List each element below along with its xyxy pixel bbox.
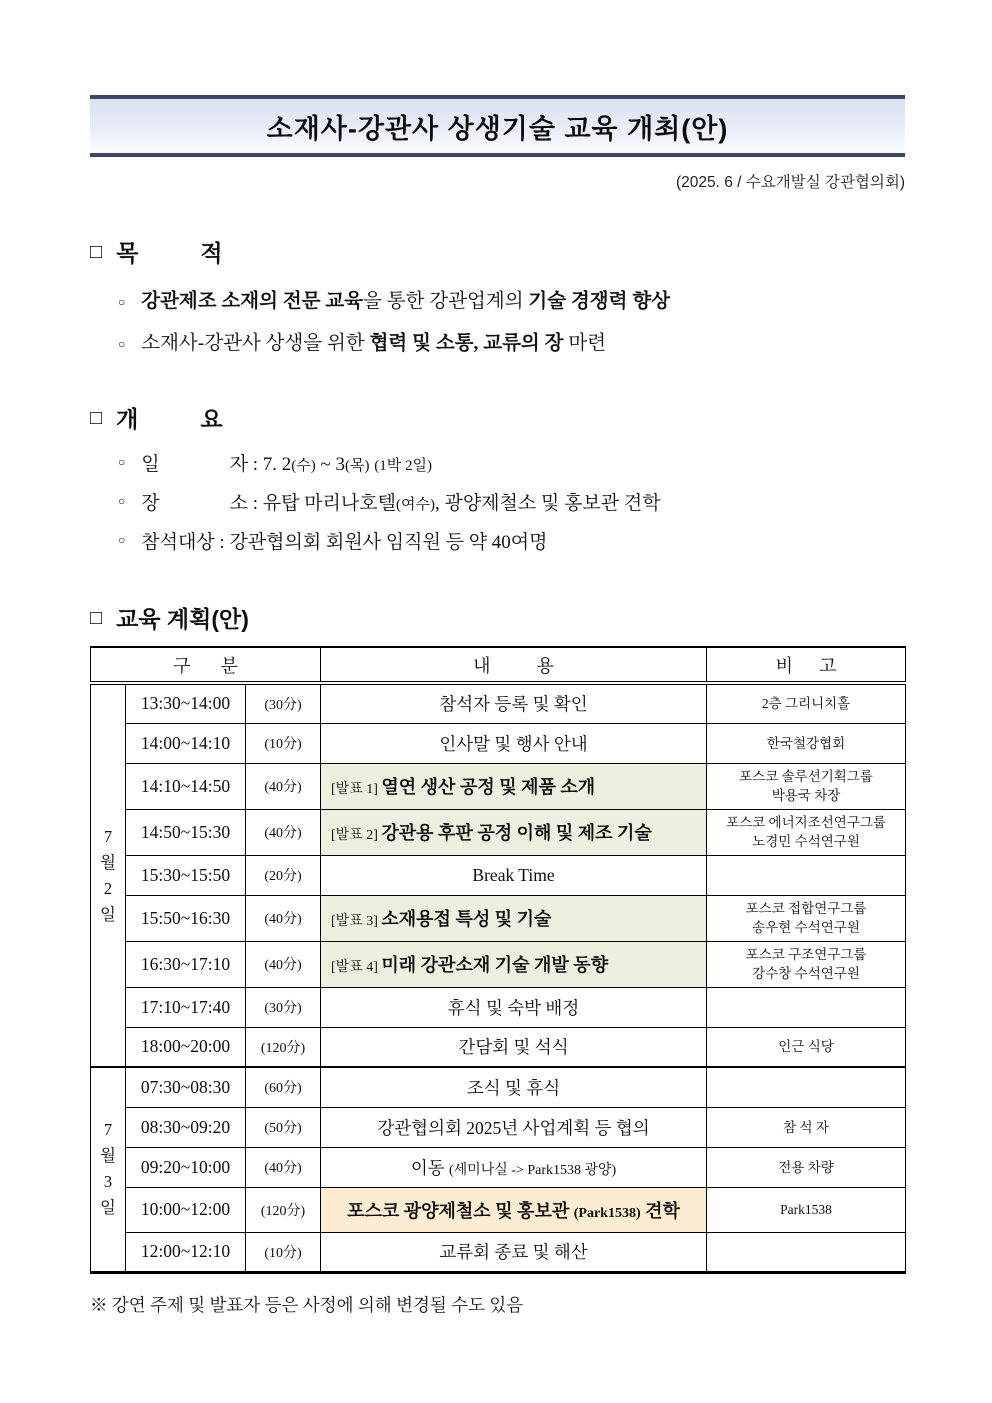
- table-row: [91, 1107, 906, 1147]
- table-row: [91, 855, 906, 895]
- document-content: [90, 0, 905, 1317]
- footnote: ※ 강연 주제 및 발표자 등은 사정에 의해 변경될 수도 있음: [90, 1294, 524, 1315]
- duration-cell: (10分): [246, 1232, 321, 1272]
- time-cell: 18:00~20:00: [126, 1027, 246, 1067]
- remark-cell: 포스코 구조연구그룹 강수창 수석연구원: [707, 941, 906, 987]
- table-row: [91, 1147, 906, 1187]
- remark-cell: 포스코 에너지조선연구그룹 노경민 수석연구원: [707, 809, 906, 855]
- time-cell: 16:30~17:10: [126, 941, 246, 987]
- document-title-bar: [90, 95, 905, 157]
- table-row: [91, 1067, 906, 1107]
- remark-cell: 포스코 솔루션기획그룹 박용국 차장: [707, 763, 906, 809]
- overview-date-text: 일 자 : 7. 2(수) ~ 3(목) (1박 2일): [141, 454, 432, 475]
- section-title-overview: 개 요: [116, 406, 223, 432]
- content-cell: 조식 및 휴식: [321, 1067, 707, 1107]
- content-cell-presentation-3: [발표 3] 소재용접 특성 및 기술: [321, 895, 707, 941]
- duration-cell: (30分): [246, 987, 321, 1027]
- overview-attendees-row: [90, 524, 905, 562]
- time-cell: 08:30~09:20: [126, 1107, 246, 1147]
- remark-cell: Park1538: [707, 1187, 906, 1232]
- circle-bullet-icon: ○: [118, 295, 126, 309]
- table-row: [91, 1187, 906, 1232]
- section-heading-overview: [90, 404, 905, 434]
- section-heading-purpose: [90, 238, 905, 268]
- purpose-bullet-1-text: 강관제조 소재의 전문 교육을 통한 강관업계의 기술 경쟁력 향상: [141, 291, 671, 312]
- time-cell: 10:00~12:00: [126, 1187, 246, 1232]
- time-cell: 09:20~10:00: [126, 1147, 246, 1187]
- content-cell-presentation-1: [발표 1] 열연 생산 공정 및 제품 소개: [321, 763, 707, 809]
- table-row: [91, 763, 906, 809]
- content-cell-presentation-2: [발표 2] 강관용 후판 공정 이해 및 제조 기술: [321, 809, 707, 855]
- overview-bullet-list: [90, 446, 905, 562]
- table-row: [91, 895, 906, 941]
- table-row: [91, 1027, 906, 1067]
- duration-cell: (40分): [246, 763, 321, 809]
- duration-cell: (20分): [246, 855, 321, 895]
- time-cell: 15:30~15:50: [126, 855, 246, 895]
- square-marker-icon: □: [90, 407, 103, 429]
- content-cell: 인사말 및 행사 안내: [321, 723, 707, 763]
- document-subtitle: (2025. 6 / 수요개발실 강관협의회): [676, 174, 905, 191]
- remark-cell: 포스코 접합연구그룹 송우현 수석연구원: [707, 895, 906, 941]
- remark-cell: [707, 987, 906, 1027]
- table-row: [91, 723, 906, 763]
- table-row: [91, 1232, 906, 1272]
- header-cell-gubun: 구 분: [91, 647, 321, 683]
- table-row: [91, 941, 906, 987]
- day-label-day1: 7 월 2 일: [91, 683, 126, 1067]
- content-cell-break: Break Time: [321, 855, 707, 895]
- circle-bullet-icon: ○: [118, 455, 126, 469]
- content-cell: 휴식 및 숙박 배정: [321, 987, 707, 1027]
- page-title: 소재사-강관사 상생기술 교육 개최(안): [266, 113, 729, 144]
- duration-cell: (40分): [246, 809, 321, 855]
- table-row: [91, 987, 906, 1027]
- remark-cell: 한국철강협회: [707, 723, 906, 763]
- overview-date-row: [90, 446, 905, 485]
- remark-cell: 2층 그리니치홀: [707, 683, 906, 723]
- duration-cell: (30分): [246, 683, 321, 723]
- duration-cell: (40分): [246, 1147, 321, 1187]
- remark-cell: 참 석 자: [707, 1107, 906, 1147]
- circle-bullet-icon: ○: [118, 494, 126, 508]
- time-cell: 17:10~17:40: [126, 987, 246, 1027]
- purpose-bullet-2: [90, 328, 905, 360]
- purpose-bullet-1: [90, 286, 905, 318]
- time-cell: 15:50~16:30: [126, 895, 246, 941]
- table-row: [91, 809, 906, 855]
- overview-place-text: 장 소 : 유탑 마리나호텔(여수), 광양제철소 및 홍보관 견학: [141, 493, 661, 514]
- time-cell: 12:00~12:10: [126, 1232, 246, 1272]
- duration-cell: (60分): [246, 1067, 321, 1107]
- day-label-day2: 7 월 3 일: [91, 1067, 126, 1272]
- duration-cell: (50分): [246, 1107, 321, 1147]
- remark-cell: 전용 차량: [707, 1147, 906, 1187]
- content-cell: 강관협의회 2025년 사업계획 등 협의: [321, 1107, 707, 1147]
- circle-bullet-icon: ○: [118, 533, 126, 547]
- content-cell: 참석자 등록 및 확인: [321, 683, 707, 723]
- duration-cell: (10分): [246, 723, 321, 763]
- table-row: [91, 683, 906, 723]
- header-cell-naeyong: 내 용: [321, 647, 707, 683]
- time-cell: 14:50~15:30: [126, 809, 246, 855]
- square-marker-icon: □: [90, 607, 103, 629]
- schedule-table: [90, 646, 906, 1274]
- square-marker-icon: □: [90, 241, 103, 263]
- time-cell: 13:30~14:00: [126, 683, 246, 723]
- duration-cell: (40分): [246, 941, 321, 987]
- remark-cell: [707, 1067, 906, 1107]
- content-cell: 이동 (세미나실 -> Park1538 광양): [321, 1147, 707, 1187]
- section-title-plan: 교육 계획(안): [116, 606, 249, 632]
- section-heading-plan: [90, 604, 905, 634]
- table-header-row: [91, 647, 906, 683]
- duration-cell: (40分): [246, 895, 321, 941]
- header-cell-bigo: 비 고: [707, 647, 906, 683]
- section-title-purpose: 목 적: [116, 240, 223, 266]
- content-cell: 교류회 종료 및 해산: [321, 1232, 707, 1272]
- remark-cell: [707, 855, 906, 895]
- content-cell-presentation-4: [발표 4] 미래 강관소재 기술 개발 동향: [321, 941, 707, 987]
- duration-cell: (120分): [246, 1187, 321, 1232]
- content-cell-visit: 포스코 광양제철소 및 홍보관 (Park1538) 견학: [321, 1187, 707, 1232]
- time-cell: 07:30~08:30: [126, 1067, 246, 1107]
- remark-cell: [707, 1232, 906, 1272]
- overview-attendees-text: 참석대상 : 강관협의회 회원사 임직원 등 약 40여명: [141, 532, 548, 553]
- purpose-bullet-list: [90, 286, 905, 360]
- time-cell: 14:10~14:50: [126, 763, 246, 809]
- remark-cell: 인근 식당: [707, 1027, 906, 1067]
- time-cell: 14:00~14:10: [126, 723, 246, 763]
- purpose-bullet-2-text: 소재사-강관사 상생을 위한 협력 및 소통, 교류의 장 마련: [141, 333, 607, 354]
- content-cell: 간담회 및 석식: [321, 1027, 707, 1067]
- circle-bullet-icon: ○: [118, 337, 126, 351]
- overview-place-row: [90, 485, 905, 524]
- duration-cell: (120分): [246, 1027, 321, 1067]
